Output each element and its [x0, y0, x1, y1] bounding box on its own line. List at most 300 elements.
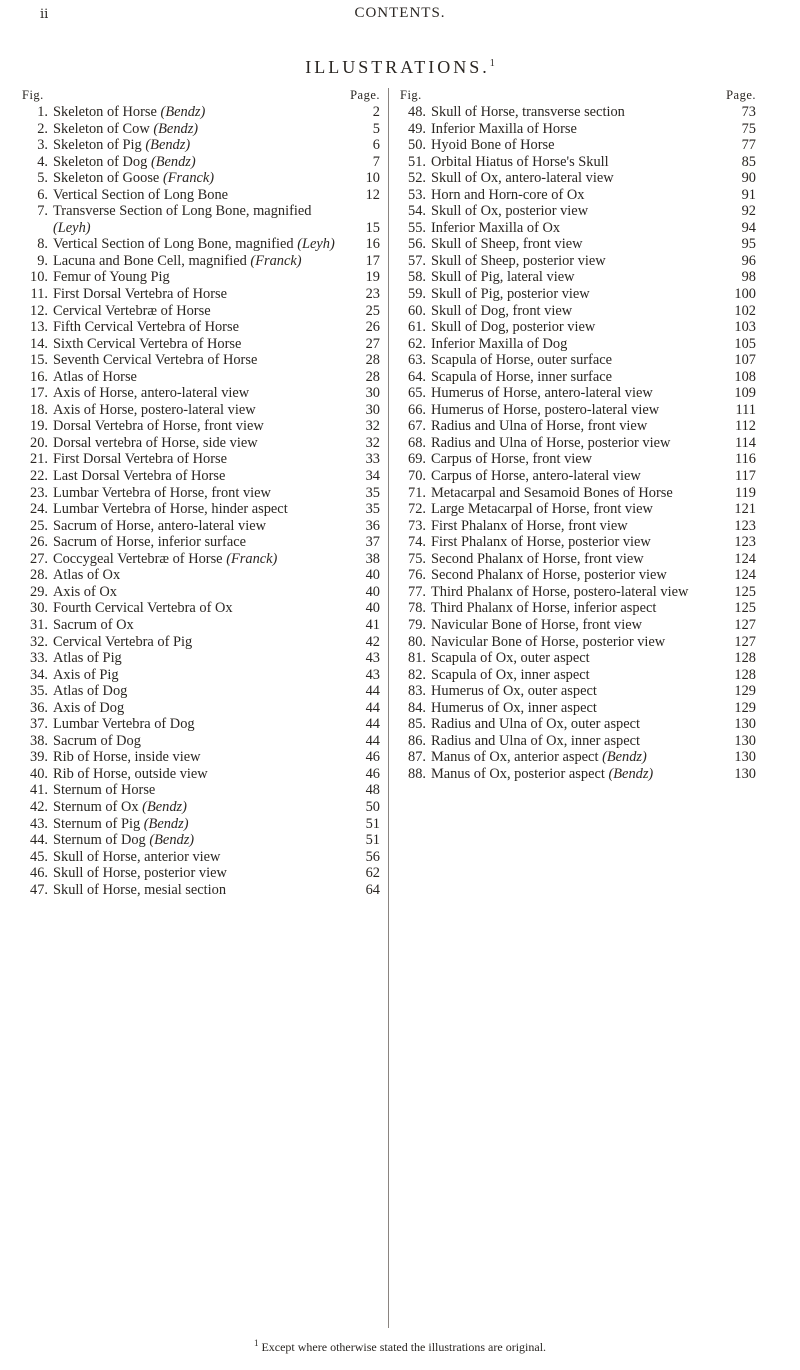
- figure-number: 32.: [30, 633, 48, 650]
- page-ref: 130: [734, 716, 756, 733]
- page-ref: 28: [365, 368, 380, 385]
- figure-caption: [431, 303, 722, 320]
- list-item: [22, 534, 380, 551]
- page-ref: 100: [734, 286, 756, 303]
- figure-number: 7.: [37, 203, 48, 220]
- figure-number: 62.: [408, 335, 426, 352]
- running-title: CONTENTS.: [354, 5, 446, 21]
- caption-text: Skull of Horse, anterior view: [53, 848, 221, 865]
- list-item: [22, 650, 380, 667]
- caption-text: Skull of Pig, lateral view: [431, 269, 575, 286]
- figure-caption: [53, 236, 346, 253]
- caption-text: Skeleton of Goose: [53, 170, 160, 187]
- list-item: [400, 650, 756, 667]
- section-title: [0, 57, 800, 78]
- page-ref: 123: [734, 534, 756, 551]
- page-ref: 109: [734, 385, 756, 402]
- page-ref: 119: [734, 484, 756, 501]
- page-ref: 129: [734, 699, 756, 716]
- list-item: [22, 286, 380, 303]
- caption-text: Sacrum of Ox: [53, 616, 134, 633]
- list-item: [22, 121, 380, 138]
- page-ref: 32: [365, 434, 380, 451]
- caption-text: Radius and Ulna of Ox, outer aspect: [431, 716, 641, 733]
- page-ref: 10: [365, 170, 380, 187]
- figure-number: 33.: [30, 650, 48, 667]
- figure-number: 45.: [30, 848, 48, 865]
- caption-text: Sternum of Horse: [53, 782, 156, 799]
- caption-text: Second Phalanx of Horse, posterior view: [431, 567, 667, 584]
- figure-caption: [53, 650, 346, 667]
- caption-text: Metacarpal and Sesamoid Bones of Horse: [431, 484, 673, 501]
- caption-text: Manus of Ox, anterior aspect: [431, 749, 599, 766]
- page-ref: 15: [365, 219, 380, 236]
- page-ref: 50: [365, 798, 380, 815]
- page-ref: 44: [365, 732, 380, 749]
- figure-caption: [431, 220, 722, 237]
- figure-caption: [431, 534, 722, 551]
- figure-number: 85.: [408, 716, 426, 733]
- list-item: [400, 766, 756, 783]
- figure-number: 9.: [37, 252, 48, 269]
- list-item: [400, 551, 756, 568]
- figure-caption: [431, 286, 722, 303]
- caption-text: Lumbar Vertebra of Dog: [53, 716, 195, 733]
- figure-caption: [431, 253, 722, 270]
- figure-number: 6.: [37, 186, 48, 203]
- list-item: [400, 319, 756, 336]
- caption-text: Carpus of Horse, front view: [431, 451, 593, 468]
- page-ref: 51: [365, 832, 380, 849]
- caption-text: Radius and Ulna of Ox, inner aspect: [431, 732, 641, 749]
- caption-text: Hyoid Bone of Horse: [431, 137, 555, 154]
- caption-text: Humerus of Horse, antero-lateral view: [431, 385, 653, 402]
- figure-caption: [431, 104, 722, 121]
- figure-caption: [53, 882, 346, 899]
- caption-author: (Bendz): [143, 815, 189, 832]
- page-ref: 64: [365, 881, 380, 898]
- page-ref: 125: [734, 600, 756, 617]
- page-ref: 27: [365, 335, 380, 352]
- figure-number: 1.: [37, 104, 48, 120]
- list-item: [400, 220, 756, 237]
- list-item: [400, 402, 756, 419]
- page-ref: 41: [365, 616, 380, 633]
- figure-caption: [431, 683, 722, 700]
- page-ref: 98: [741, 269, 756, 286]
- page-header: Page.: [350, 88, 380, 102]
- figure-caption: [53, 667, 346, 684]
- caption-text: Navicular Bone of Horse, front view: [431, 616, 642, 633]
- figure-caption: [431, 170, 722, 187]
- figure-caption: [53, 766, 346, 783]
- list-item: [22, 667, 380, 684]
- figure-number: 60.: [408, 302, 426, 319]
- figure-number: 12.: [30, 302, 48, 319]
- list-item: [22, 485, 380, 502]
- figure-caption: [431, 551, 722, 568]
- figure-caption: [431, 385, 722, 402]
- figure-caption: [431, 600, 722, 617]
- page-ref: 44: [365, 683, 380, 700]
- figure-number: 55.: [408, 219, 426, 236]
- figure-number: 24.: [30, 501, 48, 518]
- figure-number: 76.: [408, 567, 426, 584]
- list-item: [400, 435, 756, 452]
- list-item: [22, 799, 380, 816]
- caption-text: First Phalanx of Horse, posterior view: [431, 534, 651, 551]
- page-ref: 130: [734, 732, 756, 749]
- page-ref: 46: [365, 749, 380, 766]
- caption-text: Cervical Vertebræ of Horse: [53, 302, 211, 319]
- figure-number: 4.: [37, 153, 48, 170]
- page-ref: 124: [734, 567, 756, 584]
- page-ref: 5: [372, 120, 380, 137]
- figure-number: 61.: [408, 319, 426, 336]
- caption-text: Carpus of Horse, antero-lateral view: [431, 468, 641, 485]
- figure-number: 21.: [30, 451, 48, 468]
- caption-text: Skull of Ox, antero-lateral view: [431, 170, 614, 187]
- figure-caption: [53, 501, 346, 518]
- caption-text: First Phalanx of Horse, front view: [431, 517, 628, 534]
- footnote: [0, 1338, 800, 1355]
- figure-caption: [431, 700, 722, 717]
- list-item: [22, 617, 380, 634]
- caption-text: Cervical Vertebra of Pig: [53, 633, 193, 650]
- caption-text: Atlas of Ox: [53, 567, 121, 584]
- caption-text: Rib of Horse, inside view: [53, 749, 201, 766]
- right-column-header: [400, 88, 756, 104]
- figure-caption: [53, 137, 346, 154]
- figure-caption: [53, 518, 346, 535]
- figure-number: 56.: [408, 236, 426, 253]
- page-ref: 23: [365, 286, 380, 303]
- caption-text: Third Phalanx of Horse, inferior aspect: [431, 600, 657, 617]
- figure-caption: [53, 203, 346, 236]
- page-ref: 90: [741, 170, 756, 187]
- figure-number: 27.: [30, 550, 48, 567]
- figure-caption: [53, 170, 346, 187]
- caption-text: Third Phalanx of Horse, postero-lateral view: [431, 583, 689, 600]
- page-ref: 103: [734, 319, 756, 336]
- page-ref: 75: [741, 120, 756, 137]
- figure-caption: [53, 369, 346, 386]
- figure-caption: [53, 451, 346, 468]
- list-item: [22, 319, 380, 336]
- figure-number: 70.: [408, 468, 426, 485]
- page-ref: 105: [734, 335, 756, 352]
- figure-caption: [431, 634, 722, 651]
- page-ref: 19: [365, 269, 380, 286]
- figure-caption: [431, 336, 722, 353]
- figure-number: 72.: [408, 501, 426, 518]
- list-item: [400, 716, 756, 733]
- list-item: [400, 269, 756, 286]
- figure-caption: [53, 799, 346, 816]
- figure-number: 66.: [408, 401, 426, 418]
- list-item: [22, 865, 380, 882]
- caption-text: Scapula of Horse, outer surface: [431, 352, 613, 369]
- figure-caption: [53, 849, 346, 866]
- list-item: [22, 849, 380, 866]
- caption-text: Orbital Hiatus of Horse's Skull: [431, 153, 609, 170]
- list-item: [400, 468, 756, 485]
- page-ref: 117: [734, 468, 756, 485]
- figure-caption: [431, 518, 722, 535]
- figure-number: 63.: [408, 352, 426, 369]
- figure-number: 38.: [30, 732, 48, 749]
- figure-caption: [53, 154, 346, 171]
- figure-number: 35.: [30, 683, 48, 700]
- page-ref: 128: [734, 650, 756, 667]
- caption-text: Axis of Dog: [53, 699, 125, 716]
- page-ref: 35: [365, 501, 380, 518]
- figure-caption: [431, 269, 722, 286]
- figure-number: 13.: [30, 319, 48, 336]
- figure-number: 57.: [408, 252, 426, 269]
- list-item: [400, 170, 756, 187]
- figure-caption: [53, 733, 346, 750]
- caption-text: Vertical Section of Long Bone: [53, 186, 229, 203]
- caption-text: Fifth Cervical Vertebra of Horse: [53, 319, 239, 336]
- figure-caption: [53, 336, 346, 353]
- list-item: [22, 501, 380, 518]
- caption-text: Atlas of Dog: [53, 683, 128, 700]
- figure-caption: [431, 650, 722, 667]
- figure-number: 50.: [408, 137, 426, 154]
- caption-author: (Bendz): [145, 137, 191, 154]
- figure-caption: [53, 303, 346, 320]
- list-item: [400, 501, 756, 518]
- list-item: [22, 832, 380, 849]
- figure-caption: [53, 700, 346, 717]
- figure-number: 31.: [30, 616, 48, 633]
- page-ref: 92: [741, 203, 756, 220]
- figure-number: 48.: [408, 104, 426, 120]
- list-item: [400, 385, 756, 402]
- page-ref: 6: [372, 137, 380, 154]
- caption-text: Dorsal vertebra of Horse, side view: [53, 434, 258, 451]
- figure-caption: [431, 617, 722, 634]
- caption-author: (Bendz): [160, 104, 206, 120]
- figure-number: 64.: [408, 368, 426, 385]
- figure-number: 18.: [30, 401, 48, 418]
- figure-number: 47.: [30, 881, 48, 898]
- figure-number: 3.: [37, 137, 48, 154]
- page-ref: 124: [734, 550, 756, 567]
- figure-caption: [53, 319, 346, 336]
- list-item: [22, 269, 380, 286]
- caption-text: Vertical Section of Long Bone, magnified: [53, 236, 294, 253]
- figure-number: 80.: [408, 633, 426, 650]
- figure-caption: [53, 617, 346, 634]
- footnote-marker: 1: [489, 58, 495, 69]
- caption-text: Femur of Young Pig: [53, 269, 170, 286]
- list-item: [400, 203, 756, 220]
- figure-number: 68.: [408, 434, 426, 451]
- list-item: [22, 518, 380, 535]
- caption-text: Skeleton of Horse: [53, 104, 157, 120]
- list-item: [22, 816, 380, 833]
- caption-text: Sternum of Ox: [53, 798, 139, 815]
- figure-caption: [53, 418, 346, 435]
- list-item: [400, 303, 756, 320]
- figure-number: 30.: [30, 600, 48, 617]
- caption-text: Axis of Horse, postero-lateral view: [53, 401, 256, 418]
- page-ref: 123: [734, 517, 756, 534]
- figure-number: 46.: [30, 865, 48, 882]
- page-ref: 112: [734, 418, 756, 435]
- fig-header: Fig.: [22, 88, 44, 102]
- page-ref: 121: [734, 501, 756, 518]
- list-item: [22, 451, 380, 468]
- page-ref: 116: [734, 451, 756, 468]
- caption-text: Skull of Pig, posterior view: [431, 286, 590, 303]
- list-item: [400, 584, 756, 601]
- figure-number: 11.: [30, 286, 48, 303]
- caption-author: (Bendz): [153, 120, 199, 137]
- caption-text: Inferior Maxilla of Ox: [431, 219, 561, 236]
- caption-text: Seventh Cervical Vertebra of Horse: [53, 352, 258, 369]
- left-column: [22, 88, 380, 898]
- list-item: [22, 733, 380, 750]
- list-item: [400, 567, 756, 584]
- figure-number: 34.: [30, 666, 48, 683]
- list-item: [22, 303, 380, 320]
- page-ref: 125: [734, 583, 756, 600]
- list-item: [400, 600, 756, 617]
- list-item: [400, 187, 756, 204]
- list-item: [400, 634, 756, 651]
- list-item: [400, 137, 756, 154]
- page-ref: 30: [365, 385, 380, 402]
- page-ref: 51: [365, 815, 380, 832]
- figure-caption: [53, 683, 346, 700]
- list-item: [400, 617, 756, 634]
- caption-text: Sixth Cervical Vertebra of Horse: [53, 335, 242, 352]
- page-ref: 44: [365, 699, 380, 716]
- caption-text: First Dorsal Vertebra of Horse: [53, 451, 227, 468]
- page-ref: 35: [365, 484, 380, 501]
- figure-caption: [431, 154, 722, 171]
- page-ref: 26: [365, 319, 380, 336]
- list-item: [22, 468, 380, 485]
- caption-text: Sacrum of Horse, antero-lateral view: [53, 517, 266, 534]
- page-ref: 91: [741, 186, 756, 203]
- figure-number: 59.: [408, 286, 426, 303]
- caption-text: Navicular Bone of Horse, posterior view: [431, 633, 666, 650]
- figure-caption: [53, 816, 346, 833]
- caption-text: Inferior Maxilla of Horse: [431, 120, 577, 137]
- page-ref: 94: [741, 219, 756, 236]
- caption-author: (Bendz): [142, 798, 187, 815]
- figure-caption: [431, 733, 722, 750]
- page-ref: 43: [365, 666, 380, 683]
- caption-text: Skull of Sheep, posterior view: [431, 252, 606, 269]
- figure-number: 53.: [408, 186, 426, 203]
- caption-text: Inferior Maxilla of Dog: [431, 335, 568, 352]
- list-item: [400, 534, 756, 551]
- caption-text: Last Dorsal Vertebra of Horse: [53, 468, 226, 485]
- fig-header: Fig.: [400, 88, 422, 102]
- caption-text: Rib of Horse, outside view: [53, 765, 208, 782]
- figure-number: 26.: [30, 534, 48, 551]
- figure-number: 78.: [408, 600, 426, 617]
- page-ref: 62: [365, 865, 380, 882]
- figure-number: 79.: [408, 616, 426, 633]
- figure-number: 28.: [30, 567, 48, 584]
- list-item: [22, 782, 380, 799]
- page-ref: 130: [734, 765, 756, 782]
- page-ref: 48: [365, 782, 380, 799]
- figure-caption: [53, 782, 346, 799]
- caption-text: Scapula of Ox, inner aspect: [431, 666, 590, 683]
- figure-number: 51.: [408, 153, 426, 170]
- list-item: [22, 716, 380, 733]
- caption-author: (Bendz): [608, 765, 654, 782]
- caption-text: Humerus of Ox, inner aspect: [431, 699, 597, 716]
- caption-text: Humerus of Horse, postero-lateral view: [431, 401, 660, 418]
- caption-text: Lumbar Vertebra of Horse, front view: [53, 484, 271, 501]
- section-title-text: ILLUSTRATIONS.: [305, 57, 490, 77]
- page-ref: 37: [365, 534, 380, 551]
- list-item: [400, 104, 756, 121]
- figure-caption: [431, 319, 722, 336]
- figure-number: 71.: [408, 484, 426, 501]
- page-ref: 107: [734, 352, 756, 369]
- figure-caption: [53, 716, 346, 733]
- figure-number: 44.: [30, 832, 48, 849]
- page-ref: 42: [365, 633, 380, 650]
- caption-text: Axis of Horse, antero-lateral view: [53, 385, 250, 402]
- footnote-marker: 1: [253, 1338, 259, 1348]
- figure-caption: [53, 121, 346, 138]
- page-ref: 28: [365, 352, 380, 369]
- figure-number: 15.: [30, 352, 48, 369]
- figure-number: 37.: [30, 716, 48, 733]
- caption-text: Manus of Ox, posterior aspect: [431, 765, 605, 782]
- list-item: [22, 418, 380, 435]
- figure-caption: [431, 451, 722, 468]
- caption-text: Sternum of Dog: [53, 832, 146, 849]
- list-item: [400, 518, 756, 535]
- page-ref: 111: [735, 401, 756, 418]
- figure-number: 81.: [408, 650, 426, 667]
- figure-caption: [53, 468, 346, 485]
- list-item: [22, 253, 380, 270]
- list-item: [22, 385, 380, 402]
- figure-number: 5.: [37, 170, 48, 187]
- caption-text: Radius and Ulna of Horse, posterior view: [431, 434, 671, 451]
- list-item: [400, 236, 756, 253]
- page-ref: 40: [365, 583, 380, 600]
- list-item: [22, 104, 380, 121]
- figure-number: 43.: [30, 815, 48, 832]
- figure-caption: [431, 468, 722, 485]
- page-ref: 73: [741, 104, 756, 120]
- figure-number: 16.: [30, 368, 48, 385]
- list-item: [22, 435, 380, 452]
- figure-caption: [53, 385, 346, 402]
- caption-text: Large Metacarpal of Horse, front view: [431, 501, 653, 518]
- figure-caption: [431, 716, 722, 733]
- list-item: [22, 700, 380, 717]
- list-item: [22, 187, 380, 204]
- list-item: [22, 203, 380, 236]
- caption-author: (Leyh): [297, 236, 335, 253]
- caption-text: Skull of Dog, posterior view: [431, 319, 596, 336]
- page-ref: 33: [365, 451, 380, 468]
